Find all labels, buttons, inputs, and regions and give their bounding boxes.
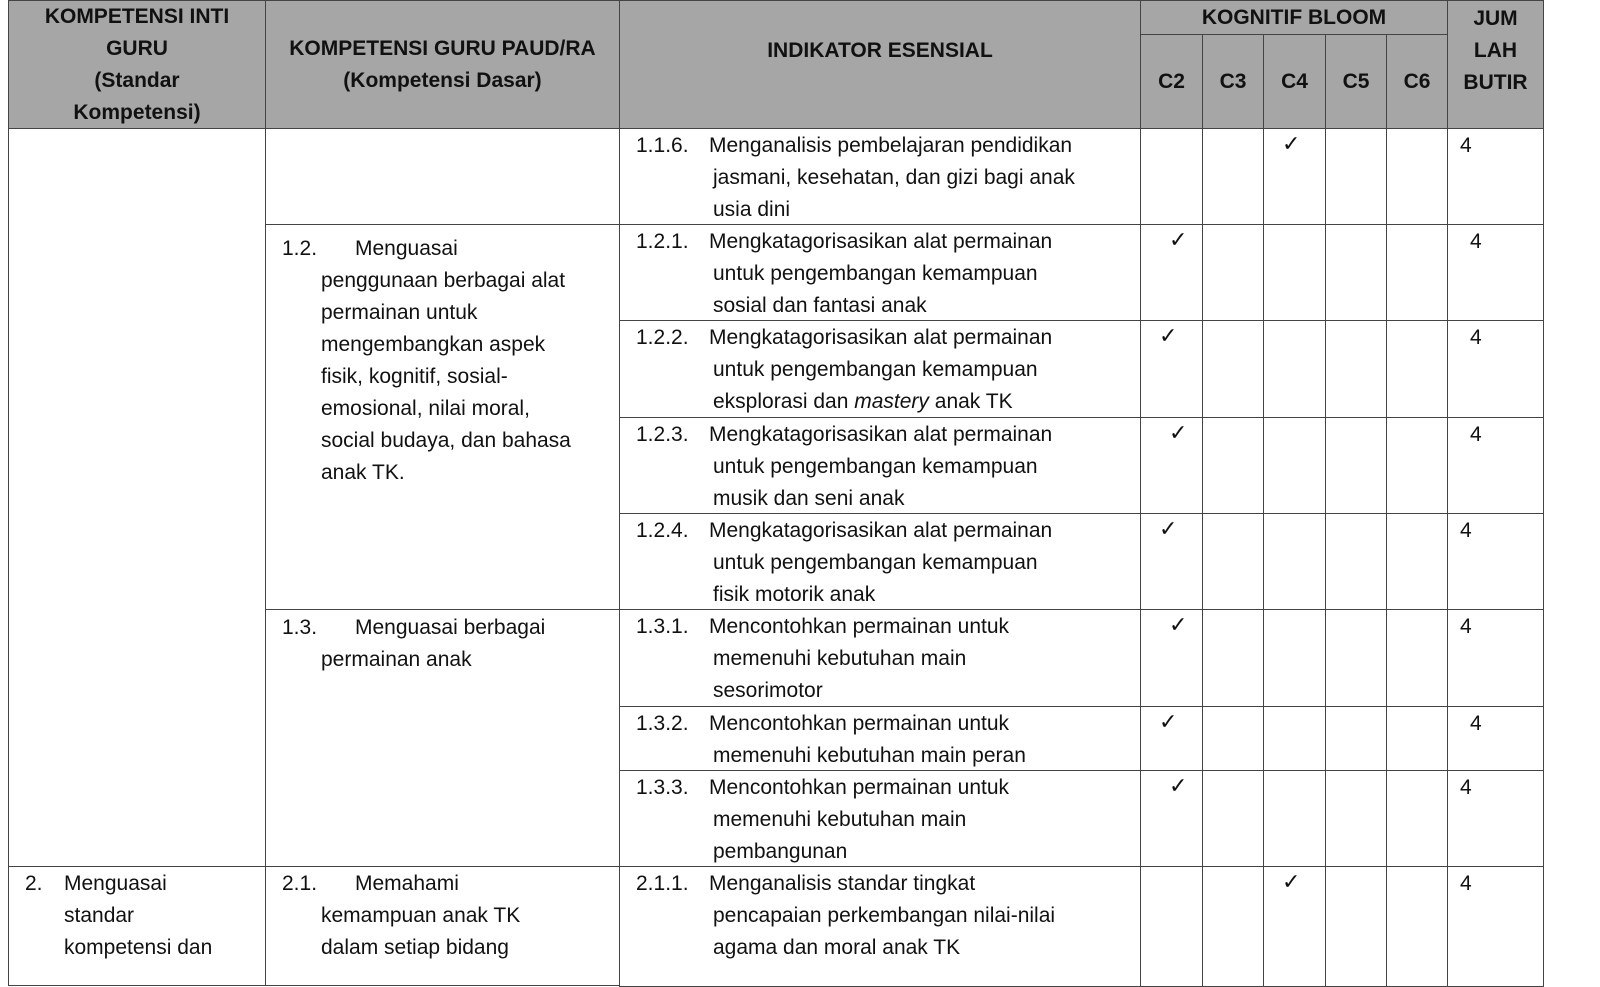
bloom-cell-c6 <box>1386 417 1448 514</box>
checkmark-icon: ✓ <box>1169 420 1188 445</box>
core-cell-2 <box>8 866 266 986</box>
bloom-cell-c3 <box>1202 866 1264 987</box>
bloom-cell-c5 <box>1325 513 1387 610</box>
bloom-cell-c3 <box>1202 224 1264 321</box>
header-c3: C3 <box>1202 34 1264 129</box>
core-cell-1 <box>8 128 266 867</box>
bloom-cell-c2 <box>1140 320 1203 418</box>
indicator-cell <box>619 770 1141 867</box>
bloom-cell-c3 <box>1202 706 1264 771</box>
bloom-cell-c6 <box>1386 866 1448 987</box>
indicator-text-part: Mengkatagorisasikan alat permainan untuk pengembangan kemampuan eksplorasi dan <box>709 326 1053 413</box>
indicator-number: 1.2.4. <box>636 519 689 542</box>
indicator-text-italic: mastery <box>854 390 929 413</box>
item-count-cell <box>1447 417 1544 514</box>
bloom-cell-c4 <box>1263 866 1326 987</box>
indicator-number: 1.1.6. <box>636 134 689 157</box>
header-core-competency: KOMPETENSI INTI GURU (Standar Kompetensi) <box>8 0 266 129</box>
item-count: 4 <box>1460 519 1472 542</box>
indicator-number: 1.2.2. <box>636 326 689 349</box>
bloom-cell-c6 <box>1386 609 1448 707</box>
header-c5: C5 <box>1325 34 1387 129</box>
competency-cell <box>265 866 620 986</box>
bloom-cell-c2 <box>1140 128 1203 225</box>
bloom-cell-c4 <box>1263 706 1326 771</box>
bloom-cell-c4 <box>1263 417 1326 514</box>
item-count-cell <box>1447 513 1544 610</box>
header-indicator: INDIKATOR ESENSIAL <box>619 0 1141 129</box>
item-count-cell <box>1447 320 1544 418</box>
bloom-cell-c5 <box>1325 609 1387 707</box>
item-count: 4 <box>1460 615 1472 638</box>
bloom-cell-c3 <box>1202 770 1264 867</box>
bloom-cell-c3 <box>1202 609 1264 707</box>
indicator-number: 1.2.3. <box>636 423 689 446</box>
bloom-cell-c5 <box>1325 770 1387 867</box>
competency-text: Menguasai berbagai permainan anak <box>321 616 546 671</box>
indicator-cell <box>619 320 1141 418</box>
indicator-text: Mengkatagorisasikan alat permainan untuk pengembangan kemampuan sosial dan fantasi anak <box>709 230 1053 317</box>
item-count: 4 <box>1460 776 1472 799</box>
bloom-cell-c5 <box>1325 320 1387 418</box>
item-count: 4 <box>1460 872 1472 895</box>
bloom-cell-c4 <box>1263 770 1326 867</box>
indicator-text: Mencontohkan permainan untuk memenuhi kebutuhan main sesorimotor <box>709 615 1010 702</box>
indicator-cell <box>619 128 1141 225</box>
bloom-cell-c2 <box>1140 224 1203 321</box>
bloom-cell-c3 <box>1202 320 1264 418</box>
core-text: Menguasai standar kompetensi dan <box>64 872 213 959</box>
bloom-cell-c6 <box>1386 706 1448 771</box>
indicator-cell <box>619 706 1141 771</box>
indicator-text: Menganalisis pembelajaran pendidikan jasmani, kesehatan, dan gizi bagi anak usia dini <box>709 134 1075 221</box>
indicator-number: 1.3.1. <box>636 615 689 638</box>
bloom-cell-c3 <box>1202 128 1264 225</box>
indicator-cell <box>619 609 1141 707</box>
bloom-cell-c2 <box>1140 417 1203 514</box>
indicator-cell <box>619 417 1141 514</box>
checkmark-icon: ✓ <box>1159 323 1178 348</box>
item-count-cell <box>1447 609 1544 707</box>
bloom-cell-c5 <box>1325 417 1387 514</box>
header-c6: C6 <box>1386 34 1448 129</box>
bloom-cell-c6 <box>1386 513 1448 610</box>
indicator-text: Mencontohkan permainan untuk memenuhi kebutuhan main pembangunan <box>709 776 1010 863</box>
bloom-cell-c6 <box>1386 128 1448 225</box>
checkmark-icon: ✓ <box>1159 516 1178 541</box>
checkmark-icon: ✓ <box>1169 227 1188 252</box>
competency-number: 1.2. <box>282 237 318 260</box>
bloom-cell-c4 <box>1263 224 1326 321</box>
bloom-cell-c5 <box>1325 706 1387 771</box>
item-count-cell <box>1447 866 1544 987</box>
item-count: 4 <box>1470 712 1482 735</box>
bloom-cell-c6 <box>1386 224 1448 321</box>
checkmark-icon: ✓ <box>1282 869 1301 894</box>
indicator-text-part: anak TK <box>928 390 1013 413</box>
item-count: 4 <box>1460 134 1472 157</box>
item-count-cell <box>1447 706 1544 771</box>
competency-text: Menguasai penggunaan berbagai alat permainan untuk mengembangkan aspek fisik, kognitif, sosial- emosional, nilai moral, social budaya, dan bahasa anak TK. <box>321 237 571 484</box>
bloom-cell-c3 <box>1202 513 1264 610</box>
bloom-cell-c3 <box>1202 417 1264 514</box>
header-bloom: KOGNITIF BLOOM <box>1140 0 1448 35</box>
bloom-cell-c5 <box>1325 128 1387 225</box>
competency-cell-1-1 <box>265 128 620 225</box>
indicator-text: Mengkatagorisasikan alat permainan untuk pengembangan kemampuan fisik motorik anak <box>709 519 1053 606</box>
core-number: 2. <box>25 872 43 895</box>
bloom-cell-c4 <box>1263 513 1326 610</box>
header-c2: C2 <box>1140 34 1203 129</box>
bloom-cell-c4 <box>1263 609 1326 707</box>
header-basic-competency: KOMPETENSI GURU PAUD/RA (Kompetensi Dasar) <box>265 0 620 129</box>
header-jumlah: JUM LAH BUTIR <box>1447 0 1544 129</box>
indicator-text: Mencontohkan permainan untuk memenuhi kebutuhan main peran <box>709 712 1026 767</box>
checkmark-icon: ✓ <box>1282 131 1301 156</box>
item-count-cell <box>1447 224 1544 321</box>
competency-cell <box>265 609 620 867</box>
indicator-number: 2.1.1. <box>636 872 689 895</box>
competency-number: 1.3. <box>282 616 318 639</box>
competency-number: 2.1. <box>282 872 318 895</box>
bloom-cell-c4 <box>1263 128 1326 225</box>
indicator-text: Mengkatagorisasikan alat permainan untuk pengembangan kemampuan musik dan seni anak <box>709 423 1053 510</box>
bloom-cell-c5 <box>1325 224 1387 321</box>
indicator-number: 1.2.1. <box>636 230 689 253</box>
indicator-text: Menganalisis standar tingkat pencapaian perkembangan nilai-nilai agama dan moral anak TK <box>709 872 1056 959</box>
checkmark-icon: ✓ <box>1169 773 1188 798</box>
bloom-cell-c2 <box>1140 866 1203 987</box>
item-count: 4 <box>1470 423 1482 446</box>
indicator-text <box>709 322 1053 418</box>
competency-text: Memahami kemampuan anak TK dalam setiap bidang <box>321 872 521 959</box>
bloom-cell-c2 <box>1140 513 1203 610</box>
indicator-number: 1.3.2. <box>636 712 689 735</box>
bloom-cell-c2 <box>1140 770 1203 867</box>
item-count: 4 <box>1470 230 1482 253</box>
bloom-cell-c6 <box>1386 770 1448 867</box>
indicator-number: 1.3.3. <box>636 776 689 799</box>
bloom-cell-c4 <box>1263 320 1326 418</box>
header-c4: C4 <box>1263 34 1326 129</box>
indicator-cell <box>619 866 1141 987</box>
competency-cell <box>265 224 620 610</box>
bloom-cell-c5 <box>1325 866 1387 987</box>
bloom-cell-c2 <box>1140 609 1203 707</box>
indicator-cell <box>619 513 1141 610</box>
indicator-cell <box>619 224 1141 321</box>
checkmark-icon: ✓ <box>1159 709 1178 734</box>
bloom-cell-c6 <box>1386 320 1448 418</box>
bloom-cell-c2 <box>1140 706 1203 771</box>
checkmark-icon: ✓ <box>1169 612 1188 637</box>
item-count-cell <box>1447 128 1544 225</box>
item-count: 4 <box>1470 326 1482 349</box>
item-count-cell <box>1447 770 1544 867</box>
